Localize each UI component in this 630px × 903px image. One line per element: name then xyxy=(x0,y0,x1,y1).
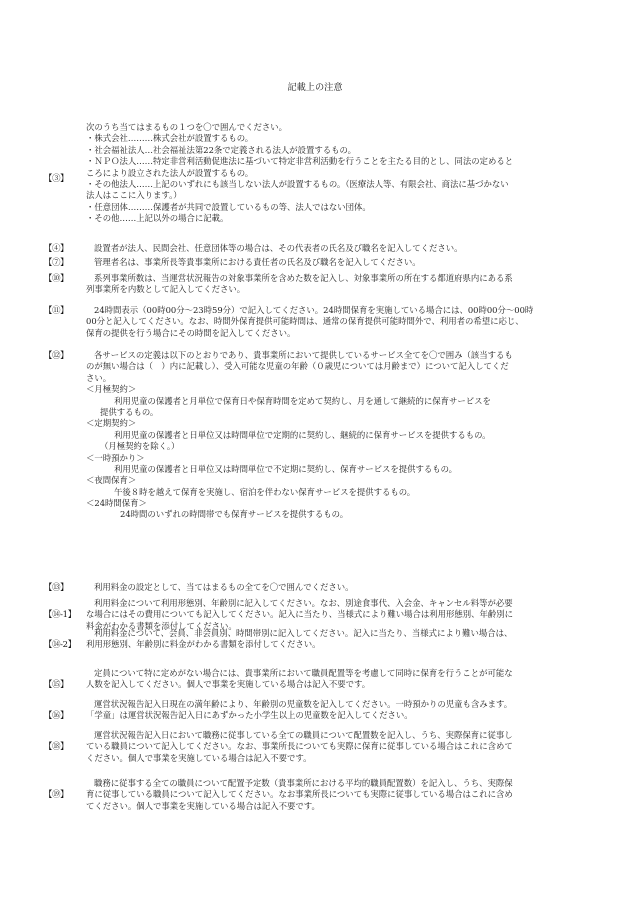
note-text xyxy=(86,730,606,764)
note-text xyxy=(86,257,606,268)
text-line: 午後８時を越えて保育を実施し、宿泊を伴わない保育サービスを提供するもの。 xyxy=(114,486,416,497)
note-marker: 【⑱】 xyxy=(44,741,69,752)
text-line: 料金がわかる書類を添付してください。 xyxy=(86,620,237,631)
text-line: ている職員について記入してください。なお、事業所長についても実際に保育に従事している場合はこれに含めて xyxy=(86,741,513,752)
text-line: 00分と記入してください。なお、時間外保育提供可能時間は、通常の保育提供可能時間外で、利用者の希望に応じ、 xyxy=(86,316,524,327)
note-marker: 【⑭-1】 xyxy=(44,609,76,620)
text-line: ・株式会社………株式会社が設置するもの。 xyxy=(86,133,254,144)
text-line: 運営状況報告記入日において職務に従事している全ての職員について配置数を記入し、うち、実際保育に従事し xyxy=(94,730,513,740)
text-line: 運営状況報告記入日現在の満年齢により、年齢別の児童数を記入してください。一時預かりの児童も含みます。 xyxy=(94,699,513,709)
note-marker: 【⑯】 xyxy=(44,710,69,721)
text-line: さい。 xyxy=(86,372,112,383)
text-line: 列事業所を内数として記入してください。 xyxy=(86,284,246,295)
text-line: 24時間表示（00時00分～23時59分）で記入してください。24時間保育を実施している場合には、00時00分～00時 xyxy=(94,305,534,315)
text-line: ＜定期契約＞ xyxy=(86,418,137,429)
text-line: 利用料金について、会員、非会員別、時間帯別に記入してください。記入に当たり、当様式により難い場合は、 xyxy=(94,628,513,638)
text-line: ・ＮＰＯ法人……特定非営利活動促進法に基づいて特定非営利活動を行うことを主たる目的とし、同法の定めると xyxy=(86,156,514,167)
text-line: 定員について特に定めがない場合には、貴事業所において職員配置等を考慮して同時に保育を行うことが可能な xyxy=(94,668,513,678)
text-line: 管理者名は、事業所長等貴事業所における責任者の氏名及び職名を記入してください。 xyxy=(94,257,421,267)
text-line: 「学童」は運営状況報告記入日にあずかった小学生以上の児童数を記入してください。 xyxy=(86,710,413,721)
text-line: 利用料金の設定として、当てはまるもの全てを〇で囲んでください。 xyxy=(94,582,354,592)
text-line: ください。個人で事業を実施している場合は記入不要です。 xyxy=(86,752,312,763)
text-line: てください。個人で事業を実施している場合は記入不要です。 xyxy=(86,800,320,811)
text-line: ＜24時間保育＞ xyxy=(86,498,147,509)
text-line: 人数を記入してください。個人で事業を実施している場合は記入不要です。 xyxy=(86,679,371,690)
text-line: 利用児童の保護者と日単位又は時間単位で不定期に契約し、保育サービスを提供するもの。 xyxy=(114,463,458,474)
text-line: 利用児童の保護者と月単位で保育日や保育時間を定めて契約し、月を通して継続的に保育サービスを xyxy=(114,395,491,406)
text-line: 利用児童の保護者と日単位又は時間単位で定期的に契約し、継続的に保育サービスを提供するもの。 xyxy=(114,429,491,440)
text-line: ・社会福祉法人…社会福祉法第22条で定義される法人が設置するもの。 xyxy=(86,144,356,155)
note-text xyxy=(86,273,606,296)
note-marker: 【⑫】 xyxy=(44,350,69,360)
note-text xyxy=(86,350,606,521)
note-marker: 【⑪】 xyxy=(44,305,69,315)
note-text xyxy=(86,699,606,722)
text-line: 保育の提供を行う場合にその時間を記入してください。 xyxy=(86,327,296,338)
text-line: 提供するもの。 xyxy=(100,406,159,417)
text-line: ・その他……上記以外の場合に記載。 xyxy=(86,213,229,224)
note-marker: 【⑩】 xyxy=(44,273,69,283)
text-line: な場合にはその費用についても記入してください。記入に当たり、当様式により難い場合は利用形態別、年齢別に xyxy=(86,609,513,620)
text-line: ころにより設立された法人が設置するもの。 xyxy=(86,167,254,178)
note-marker: 【⑭-2】 xyxy=(44,639,76,650)
text-line: （月極契約を除く。） xyxy=(100,441,180,452)
note-text xyxy=(86,668,606,691)
note-marker: 【⑦】 xyxy=(44,257,69,267)
note-marker: 【③】 xyxy=(44,173,69,184)
text-line: ・その他法人……上記のいずれにも該当しない法人が設置するもの。（医療法人等、有限会社、商法に基づかない xyxy=(86,178,509,189)
text-line: ＜夜間保育＞ xyxy=(86,475,137,486)
note-text xyxy=(86,582,606,593)
note-marker: 【④】 xyxy=(44,243,69,253)
note-text xyxy=(86,305,606,339)
text-line: 利用料金について利用形態別、年齢別に記入してください。なお、別途食事代、入会金、キャンセル料等が必要 xyxy=(94,598,513,608)
note-text xyxy=(86,122,606,225)
note-marker: 【⑮】 xyxy=(44,679,69,690)
text-line: 利用形態別、年齢別に料金がわかる書類を添付してください。 xyxy=(86,639,321,650)
note-text xyxy=(86,243,606,254)
text-line: 各サービスの定義は以下のとおりであり、貴事業所において提供しているサービス全てを〇で囲み（該当するも xyxy=(94,350,513,360)
text-line: 職務に従事する全ての職員について配置予定数（貴事業所における平均的職員配置数）を記入し、うち、実際保 xyxy=(94,778,513,788)
note-text xyxy=(86,628,606,651)
text-line: ＜一時預かり＞ xyxy=(86,452,145,463)
note-marker: 【⑲】 xyxy=(44,789,69,800)
text-line: 24時間のいずれの時間帯でも保育サービスを提供するもの。 xyxy=(120,509,349,520)
text-line: のが無い場合は（ ）内に記載し）、受入可能な児童の年齢（０歳児については月齢まで）について記入してくだ xyxy=(86,361,509,372)
note-marker: 【⑬】 xyxy=(44,582,69,592)
text-line: ＜月極契約＞ xyxy=(86,384,137,395)
text-line: 法人はここに入ります。） xyxy=(86,190,182,201)
page-title: 記載上の注意 xyxy=(287,82,343,93)
text-line: 系列事業所数は、当運営状況報告の対象事業所を含めた数を記入し、対象事業所の所在する都道府県内にある系 xyxy=(94,273,513,283)
text-line: 育に従事している職員について記入してください。なお事業所長についても実際に従事している場合はこれに含め xyxy=(86,789,513,800)
text-line: ・任意団体………保護者が共同で設置しているもの等、法人ではない団体。 xyxy=(86,201,371,212)
text-line: 次のうち当てはまるもの１つを〇で囲んでください。 xyxy=(86,122,287,132)
text-line: 設置者が法人、民間会社、任意団体等の場合は、その代表者の氏名及び職名を記入してください。 xyxy=(94,243,463,253)
note-text xyxy=(86,778,606,812)
